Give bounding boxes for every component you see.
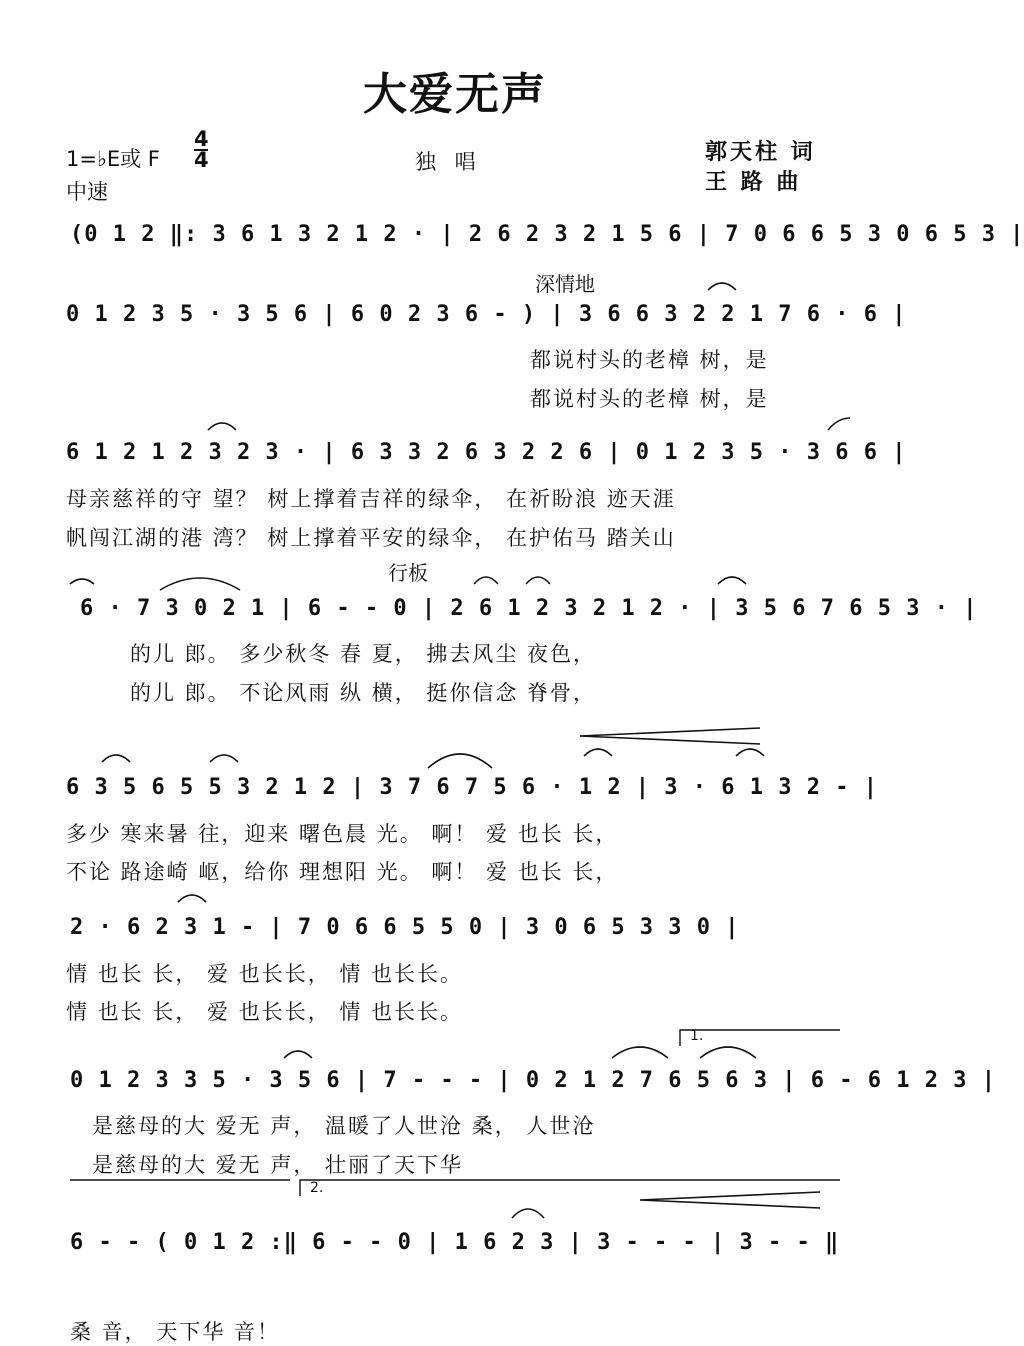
system-3-lyrics-verse-2: 帆闯江湖的港 湾？ 树上撑着平安的绿伞， 在护佑马 踏关山 [66,526,676,550]
expression-marking: 深情地 [535,272,595,296]
system-8-notes: 6 - - ( 0 1 2 :‖ 6 - - 0 | 1 6 2 3 | 3 - - - | 3 - - ‖ [70,1230,840,1255]
key-signature: 1=♭E或 F [66,147,160,171]
system-7-lyrics-verse-1: 是慈母的大 爱无 声， 温暖了人世沧 桑， 人世沧 [92,1114,596,1138]
volta-1-bracket [680,1030,840,1046]
system-7-lyrics-verse-2: 是慈母的大 爱无 声， 壮丽了天下华 [92,1153,464,1177]
system-5-lyrics-verse-1: 多少 寒来暑 往，迎来 曙色晨 光。 啊！ 爱 也长 长， [66,822,619,846]
volta-1-label: 1. [690,1028,704,1044]
slur [700,1047,756,1058]
system-2-lyrics-verse-2: 都说村头的老樟 树，是 [530,387,769,411]
system-6-lyrics-verse-1: 情 也长 长， 爱 也长长， 情 也长长。 [66,962,464,986]
slur [70,579,94,584]
slur [102,755,130,762]
lyricist-credit: 郭天柱 词 [705,140,816,165]
system-6-lyrics-verse-2: 情 也长 长， 爱 也长长， 情 也长长。 [66,1000,464,1024]
time-signature-top: 4 [194,127,209,151]
system-3-lyrics-verse-1: 母亲慈祥的守 望？ 树上撑着吉祥的绿伞， 在祈盼浪 迹天涯 [66,487,676,511]
song-title: 大爱无声 [363,69,547,120]
slur [210,755,238,762]
system-7-notes: 0 1 2 3 3 5 · 3 5 6 | 7 - - - | 0 2 1 2 7 6 5 6 3 | 6 - 6 1 2 3 | [70,1068,996,1093]
slur [718,577,746,584]
slur [584,749,612,756]
slur [208,423,236,430]
system-5-notes: 6 3 5 6 5 5 3 2 1 2 | 3 7 6 7 5 6 · 1 2 | 3 · 6 1 3 2 - | [66,775,878,800]
performance-type: 独 唱 [415,150,482,174]
slur [428,754,492,768]
decrescendo-hairpin [580,728,760,744]
slur [828,418,850,430]
volta-2-label: 2. [310,1180,324,1196]
slur [160,578,240,590]
slur [736,749,764,756]
system-2-notes: 0 1 2 3 5 · 3 5 6 | 6 0 2 3 6 - ) | 3 6 6 3 2 2 1 7 6 · 6 | [66,302,907,327]
composer-credit: 王 路 曲 [705,170,802,195]
system-4-lyrics-verse-2: 的儿 郎。 不论风雨 纵 横， 挺你信念 脊骨， [130,681,597,705]
decrescendo-hairpin [640,1192,820,1208]
system-8-lyrics: 桑 音， 天下华 音！ [70,1320,281,1344]
system-4-lyrics-verse-1: 的儿 郎。 多少秋冬 春 夏， 拂去风尘 夜色， [130,642,597,666]
tempo-change-marking: 行板 [388,561,428,585]
slur [178,895,206,902]
system-5-lyrics-verse-2: 不论 路途崎 岖，给你 理想阳 光。 啊！ 爱 也长 长， [66,860,619,884]
tempo-marking: 中速 [66,180,108,204]
slur [708,283,736,290]
slur [612,1047,668,1058]
system-4-notes: 6 · 7 3 0 2 1 | 6 - - 0 | 2 6 1 2 3 2 1 2 · | 3 5 6 7 6 5 3 · | [80,596,978,621]
system-2-lyrics-verse-1: 都说村头的老樟 树，是 [530,348,769,372]
system-6-notes: 2 · 6 2 3 1 - | 7 0 6 6 5 5 0 | 3 0 6 5 3 3 0 | [70,915,740,940]
slur [512,1209,544,1218]
time-signature-bottom: 4 [194,148,209,172]
system-3-notes: 6 1 2 1 2 3 2 3 · | 6 3 3 2 6 3 2 2 6 | 0 1 2 3 5 · 3 6 6 | [66,440,907,465]
slur [526,577,550,584]
volta-2-bracket [300,1180,840,1196]
slur [284,1051,312,1058]
system-1-notes: (0 1 2 ‖: 3 6 1 3 2 1 2 · | 2 6 2 3 2 1 5 6 | 7 0 6 6 5 3 0 6 5 3 | [70,222,1024,247]
slur [474,577,498,584]
